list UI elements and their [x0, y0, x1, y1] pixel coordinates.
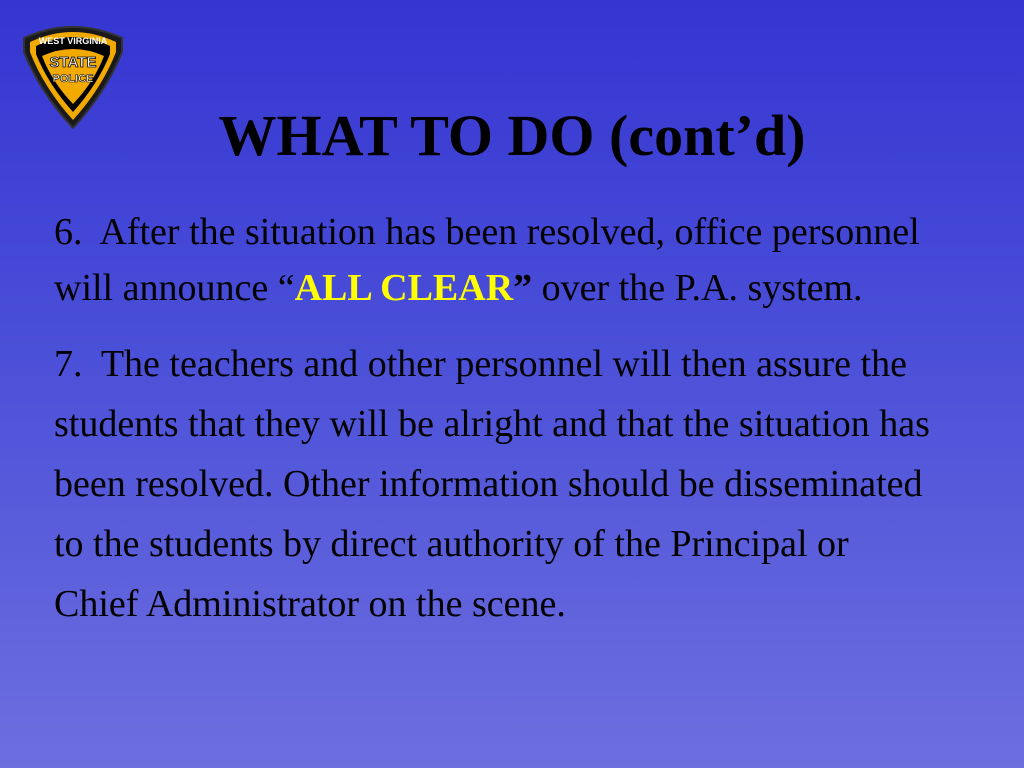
slide-body	[54, 204, 934, 634]
list-item-6	[54, 204, 934, 316]
item-6-text-after: over the P.A. system.	[532, 267, 863, 309]
badge-text-line1: WEST VIRGINIA	[38, 36, 108, 46]
list-item-7	[54, 334, 934, 634]
badge-text-line2: STATE	[49, 54, 97, 71]
item-7-number: 7.	[54, 343, 83, 385]
item-7-text: The teachers and other personnel will then assure the students that they will be alright and that the situation has been resolved. Other information should be disseminated to the students by direct authority of the Principal or Chief Administrator on the scene.	[54, 343, 930, 625]
item-6-text-before: After the situation has been resolved, office personnel will announce “	[54, 211, 920, 309]
item-6-number: 6.	[54, 211, 83, 253]
slide-title: WHAT TO DO (cont’d)	[218, 103, 806, 168]
item-6-close-quote: ”	[513, 267, 533, 309]
badge-text-line3: POLICE	[52, 73, 94, 85]
all-clear-highlight: ALL CLEAR	[294, 267, 514, 309]
